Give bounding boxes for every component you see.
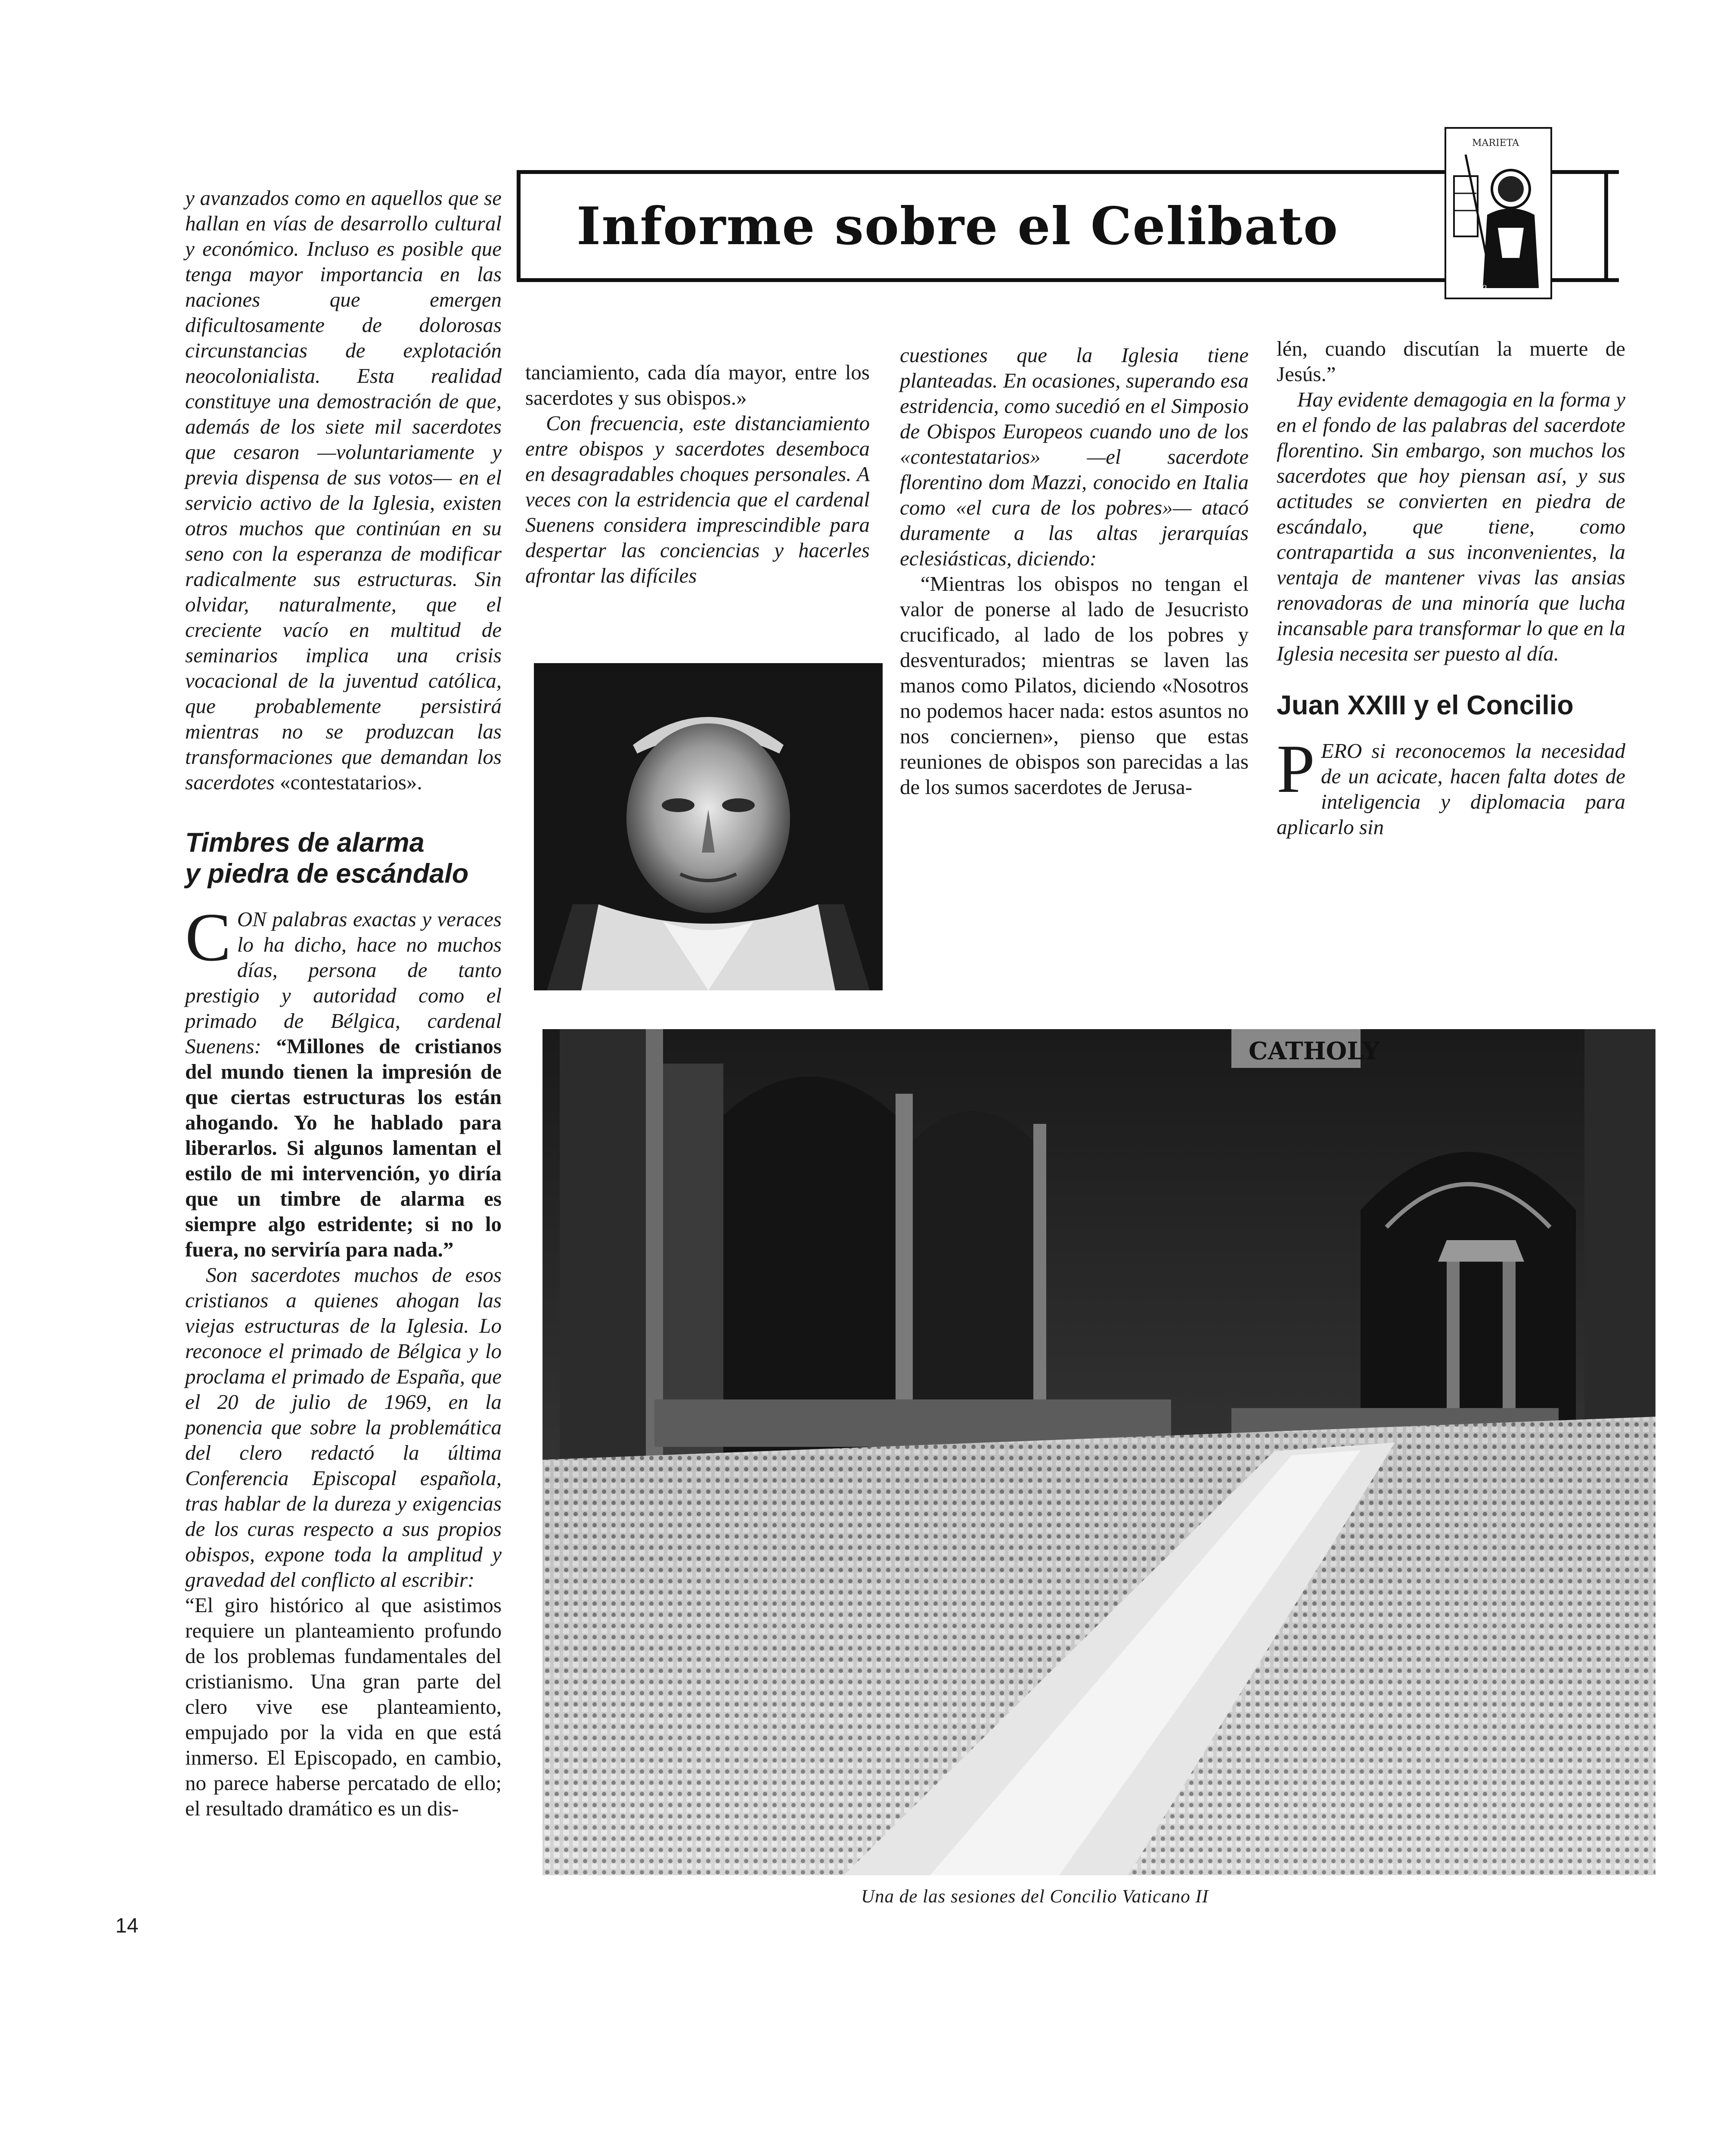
- col3-paragraph-2: “Mientras los obispos no tengan el valor de ponerse al lado de Jesucristo crucificado, al lado de los pobres y desventurados; mientras se laven las manos como Pilatos, diciendo «Nosotros no podemos hacer nada: estos asuntos no nos conciernen», pienso que estas reuniones de obispos son parecidas a las de los sumos sacerdotes de Jerusa-: [900, 572, 1249, 799]
- dropcap-c: C: [185, 899, 231, 975]
- col4-paragraph-3-text: ERO si reconocemos la necesidad de un acicate, hacen falta dotes de inteligencia y diplomacia para aplicarlo sin: [1277, 739, 1625, 839]
- col1-paragraph-2: Son sacerdotes muchos de esos cristianos a quienes ahogan las viejas estructuras de la Iglesia. Lo reconoce el primado de Bélgica y lo proclama el primado de España, que el 20 de julio de 1969, en la ponencia que sobre la problemática del clero redactó la última Conferencia Episcopal española, tras hablar de la dureza y exigencias de los curas respecto a sus propios obispos, expone toda la amplitud y gravedad del conflicto al escribir:: [185, 1263, 502, 1591]
- banner-right-frame: [1552, 170, 1608, 282]
- emblem-top-text: MARIETA: [1472, 138, 1519, 149]
- col4-paragraph-2: Hay evidente demagogia en la forma y en el fondo de las palabras del sacerdote florentino. Sin embargo, son muchos los sacerdotes que hoy piensan así, y sus actitudes se convierten en piedra de escándalo, que tiene, como contrapartida a sus inconvenientes, la ventaja de mantener vivas las ansias renovadoras de una minoría que lucha incansable para transformar lo que en la Iglesia necesita ser puesto al día.: [1277, 388, 1625, 665]
- col3-paragraph-1: cuestiones que la Iglesia tiene planteadas. En ocasiones, superando esa estridencia, como sucedió en el Simposio de Obispos Europeos cuando uno de los «contestatarios» —el sacerdote florentino dom Mazzi, conocido en Italia como «el cura de los pobres»— atacó duramente a las altas jerarquías eclesiásticas, diciendo:: [900, 343, 1249, 570]
- col4-paragraph-3: [1277, 730, 1625, 840]
- suenens-quote: “Millones de cristianos del mundo tienen la impresión de que ciertas estructuras los están ahogando. Yo he hablado para liberarlos. Si algunos lamentan el estilo de mi intervención, yo diría que un timbre de alarma es siempre algo estridente; si no lo fuera, no serviría para nada.”: [185, 1034, 502, 1261]
- page-title: Informe sobre el Celibato: [577, 195, 1339, 257]
- col2-paragraph-1: tanciamiento, cada día mayor, entre los sacerdotes y sus obispos.»: [525, 360, 870, 410]
- col1-opening-text: y avanzados como en aquellos que se hallan en vías de desarrollo cultural y económico. Incluso es posible que tenga mayor importancia en las naciones que emergen dificultosamente de dolorosas circunstancias de explotación neocolonialista. Esta realidad constituye una demostración de que, además de los siete mil sacerdotes que cesaron —voluntariamente y previa dispensa de sus votos— en el servicio activo de la Iglesia, existen otros muchos que continúan en su seno con la esperanza de modificar radicalmente sus estructuras. Sin olvidar, naturalmente, que el creciente vacío en multitud de seminarios implica una crisis vocacional de la juventud católica, que probablemente persistirá mientras no se produzcan las transformaciones que demandan los sacerdotes: [185, 186, 502, 794]
- basilica-drawing: [542, 1029, 1655, 1875]
- subhead-juan-xxiii: Juan XXIII y el Concilio: [1277, 690, 1574, 720]
- photo-caption: Una de las sesiones del Concilio Vaticano II: [861, 1886, 1209, 1907]
- col2-paragraph-2: Con frecuencia, este distanciamiento entre obispos y sacerdotes desemboca en desagradables choques personales. A veces con la estridencia que el cardenal Suenens considera imprescindible para despertar las conciencias y hacerles afrontar las difíciles: [525, 411, 870, 587]
- vatican-council-session-photo: [542, 1029, 1655, 1875]
- col4-paragraph-1: lén, cuando discutían la muerte de Jesús.”: [1277, 337, 1625, 386]
- column-1: [185, 185, 502, 1821]
- column-2: [525, 360, 870, 588]
- saint-emblem-illustration: [1445, 127, 1552, 299]
- emblem-bottom-text: indiro: [1463, 282, 1487, 291]
- col1-opening-paragraph: [185, 185, 502, 795]
- subhead-timbres-line2: y piedra de escándalo: [185, 859, 469, 889]
- col1-intro-text: ON palabras exactas y veraces lo ha dicho, hace no muchos días, persona de tanto prestigio y autoridad como el primado de Bélgica, cardenal Suenens:: [185, 907, 502, 1058]
- portrait-drawing: [534, 663, 883, 990]
- column-3: [900, 342, 1249, 800]
- subhead-timbres-line1: Timbres de alarma: [185, 828, 425, 858]
- col1-intro-paragraph: [185, 899, 502, 1262]
- saint-emblem-drawing: [1446, 129, 1550, 298]
- page-number: 14: [115, 1914, 139, 1937]
- dropcap-p: P: [1277, 730, 1315, 807]
- pope-portrait-photo: [534, 663, 883, 990]
- col1-opening-quote: «contestatarios».: [280, 770, 422, 794]
- column-4: [1277, 336, 1625, 840]
- col1-paragraph-3: “El giro histórico al que asistimos requiere un planteamiento profundo de los problemas fundamentales del cristianismo. Una gran parte del clero vive ese planteamiento, empujado por la vida en que está inmerso. El Episcopado, en cambio, no parece haberse percatado de ello; el resultado dramático es un dis-: [185, 1593, 502, 1820]
- basilica-inscription: CATHOLY: [1249, 1037, 1380, 1065]
